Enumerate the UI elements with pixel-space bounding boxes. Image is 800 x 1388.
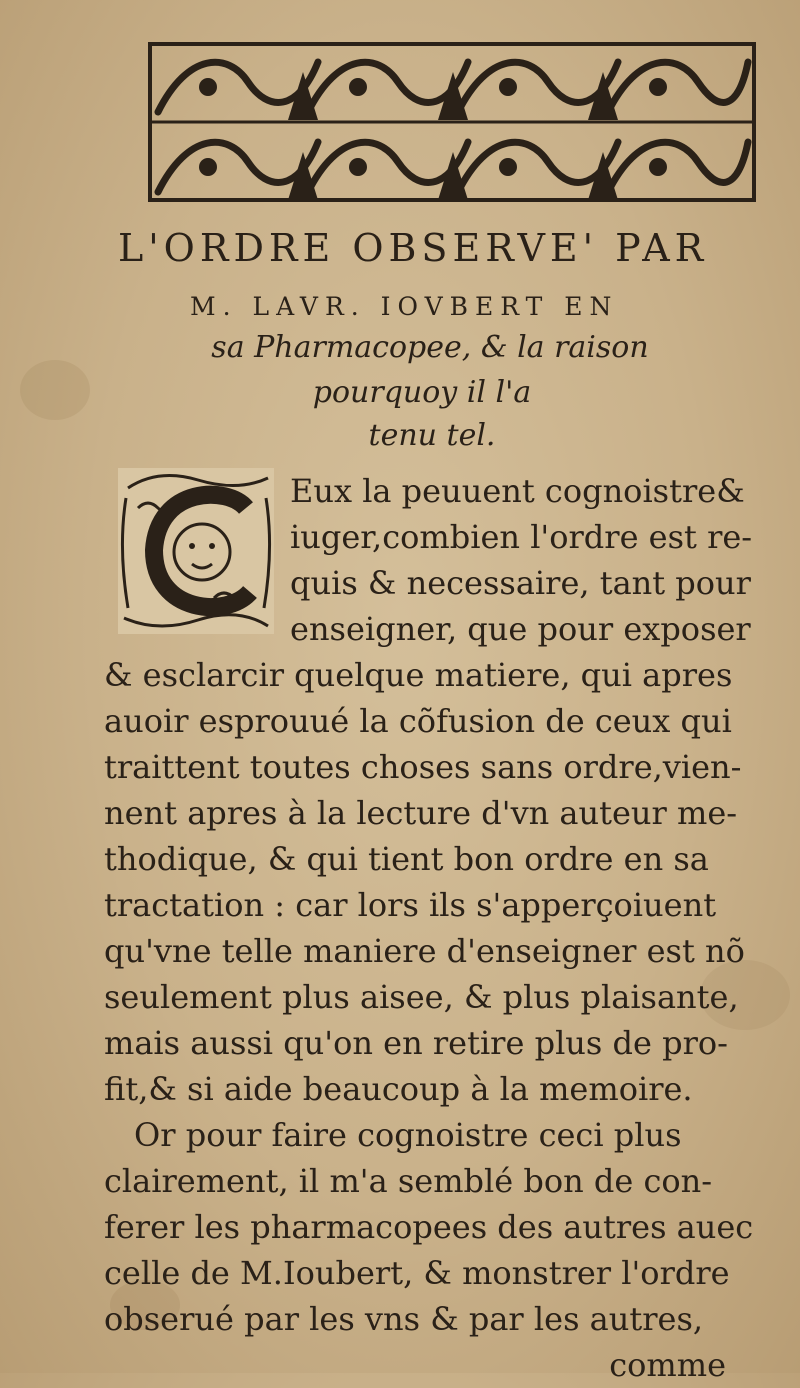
body-text [104, 468, 764, 1388]
author-line: M. LAVR. IOVBERT EN [190, 292, 619, 321]
text-line: clairement, il m'a semblé bon de con- [104, 1162, 713, 1200]
subtitle-line-2: pourquoy il l'a [312, 375, 532, 410]
text-line: quis & necessaire, tant pour [290, 564, 751, 602]
text-line: iuger,combien l'ordre est re- [290, 518, 753, 556]
text-line: Eux la peuuent cognoistre& [290, 472, 745, 510]
text-line: obserué par les vns & par les autres, [104, 1300, 704, 1338]
headpiece-ornament-icon [148, 42, 756, 202]
text-line: Or pour faire cognoistre ceci plus [134, 1116, 682, 1154]
text-line: thodique, & qui tient bon ordre en sa [104, 840, 709, 878]
text-line: & esclarcir quelque matiere, qui apres [104, 656, 733, 694]
ornamental-headpiece [148, 42, 756, 202]
subtitle-line-1: sa Pharmacopee, & la raison [211, 330, 649, 365]
text-line: auoir esprouué la cõfusion de ceux qui [104, 702, 732, 740]
text-line: seulement plus aisee, & plus plaisante, [104, 978, 739, 1016]
text-line: ferer les pharmacopees des autres auec [104, 1208, 754, 1246]
paper-stain [20, 360, 90, 420]
text-line: tractation : car lors ils s'apperçoiuent [104, 886, 717, 924]
text-line: mais aussi qu'on en retire plus de pro- [104, 1024, 728, 1062]
text-line: qu'vne telle maniere d'enseigner est nõ [104, 932, 745, 970]
catchword: comme [609, 1346, 726, 1384]
subtitle-line-3: tenu tel. [368, 418, 496, 453]
text-line: fit,& si aide beaucoup à la memoire. [104, 1070, 693, 1108]
text-line: nent apres à la lecture d'vn auteur me- [104, 794, 738, 832]
section-title: L'ORDRE OBSERVE' PAR [118, 226, 709, 270]
text-line: traittent toutes choses sans ordre,vien- [104, 748, 742, 786]
drop-cap-letter: C [198, 568, 199, 569]
text-line: enseigner, que pour exposer [290, 610, 751, 648]
text-line: celle de M.Ioubert, & monstrer l'ordre [104, 1254, 730, 1292]
